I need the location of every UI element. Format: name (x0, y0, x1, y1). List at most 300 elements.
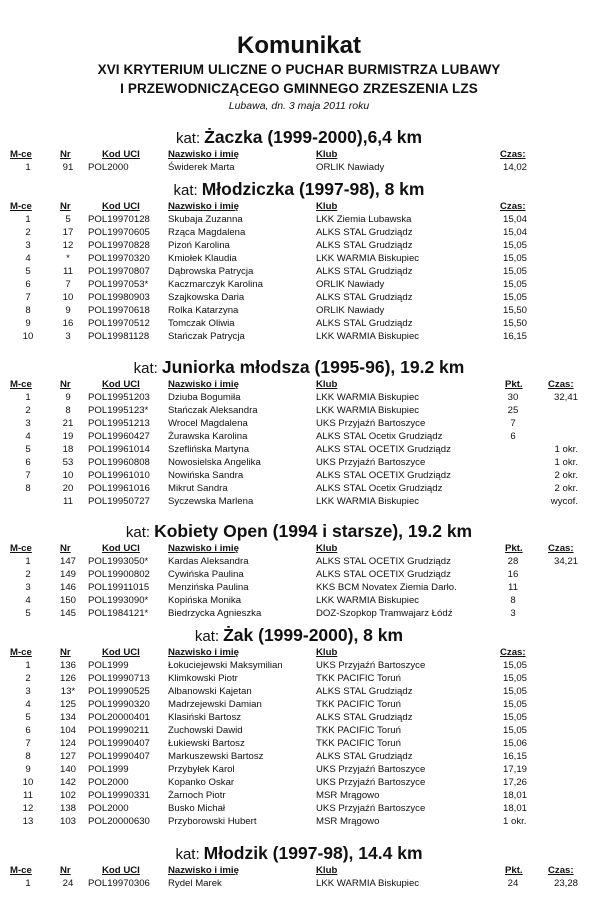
cell-mce: 1 (25, 556, 31, 567)
table-row (0, 430, 598, 443)
cell-nr: * (66, 253, 70, 264)
cell-nr: 10 (62, 292, 74, 303)
cell-uci: POL19990320 (88, 699, 150, 710)
cell-nr: 103 (59, 816, 76, 827)
column-header-nr: Nr (60, 647, 71, 658)
cell-mce: 12 (22, 803, 34, 814)
table-row (0, 672, 598, 685)
cell-name: Syczewska Marlena (168, 496, 254, 507)
cell-nr: 91 (62, 162, 74, 173)
cell-pkt: 30 (507, 392, 519, 403)
category-prefix: kat: (175, 130, 201, 147)
cell-czas: 15,50 (503, 318, 528, 329)
results-section (0, 842, 598, 890)
cell-czas: 15,06 (503, 738, 528, 749)
cell-pkt: 6 (510, 431, 516, 442)
results-section (0, 624, 598, 828)
cell-mce: 1 (25, 162, 31, 173)
cell-name: Kopanko Oskar (168, 777, 235, 788)
cell-nr: 10 (62, 470, 74, 481)
cell-mce: 1 (25, 660, 31, 671)
cell-club: ALKS STAL Grudziądz (316, 686, 413, 697)
table-row (0, 698, 598, 711)
cell-uci: POL1995123* (88, 405, 149, 416)
category-name: Żaczka (1999-2000),6,4 km (204, 127, 423, 147)
table-row (0, 404, 598, 417)
column-header-mce: M-ce (10, 865, 32, 876)
table-row (0, 330, 598, 343)
cell-nr: 16 (62, 318, 74, 329)
cell-name: Skubaja Zuzanna (168, 214, 243, 225)
column-header-name: Nazwisko i imię (168, 149, 239, 160)
cell-name: Dąbrowska Patrycja (168, 266, 254, 277)
cell-club: LKK WARMIA Biskupiec (316, 405, 420, 416)
cell-czas: 1 okr. (554, 444, 578, 455)
cell-nr: 24 (62, 878, 74, 889)
column-header-pkt: Pkt. (505, 379, 523, 390)
cell-nr: 147 (59, 556, 76, 567)
table-row (0, 659, 598, 672)
column-header-name: Nazwisko i imię (168, 543, 239, 554)
results-section (0, 356, 598, 508)
column-header-mce: M-ce (10, 379, 32, 390)
cell-czas: 18,01 (503, 790, 528, 801)
table-row (0, 495, 598, 508)
cell-nr: 104 (59, 725, 76, 736)
cell-name: Szeflińska Martyna (168, 444, 250, 455)
cell-club: TKK PACIFIC Toruń (316, 699, 401, 710)
column-header-uci: Kod UCI (102, 647, 140, 658)
category-name: Młodzik (1997-98), 14.4 km (203, 843, 423, 863)
cell-uci: POL19970320 (88, 253, 150, 264)
column-header-club: Klub (316, 201, 338, 212)
cell-mce: 3 (25, 582, 31, 593)
table-row (0, 776, 598, 789)
column-header-czas: Czas: (500, 201, 526, 212)
cell-name: Żurawska Karolina (168, 431, 248, 442)
cell-nr: 7 (65, 279, 71, 290)
cell-uci: POL19950727 (88, 496, 150, 507)
cell-uci: POL19990713 (88, 673, 150, 684)
cell-mce: 5 (25, 712, 31, 723)
table-row (0, 815, 598, 828)
category-heading (0, 178, 598, 200)
cell-mce: 2 (25, 673, 31, 684)
category-heading (0, 842, 598, 864)
cell-czas: 17,19 (503, 764, 528, 775)
cell-uci: POL2000 (88, 803, 129, 814)
cell-czas: 15,04 (503, 214, 528, 225)
cell-club: LKK WARMIA Biskupiec (316, 331, 420, 342)
cell-czas: 1 okr. (503, 816, 527, 827)
cell-czas: 18,01 (503, 803, 528, 814)
cell-club: ALKS STAL OCETIX Grudziądz (316, 556, 451, 567)
cell-uci: POL19990407 (88, 751, 150, 762)
cell-name: Cywińska Paulina (168, 569, 244, 580)
column-header-name: Nazwisko i imię (168, 865, 239, 876)
cell-name: Kopińska Monika (168, 595, 242, 606)
cell-nr: 8 (65, 405, 71, 416)
cell-name: Madrzejewski Damian (168, 699, 262, 710)
column-header-row (0, 646, 598, 659)
cell-czas: 15,05 (503, 279, 528, 290)
cell-uci: POL19990331 (88, 790, 150, 801)
column-header-pkt: Pkt. (505, 543, 523, 554)
cell-nr: 21 (62, 418, 74, 429)
table-row (0, 443, 598, 456)
cell-club: MSR Mrągowo (316, 790, 380, 801)
cell-mce: 3 (25, 240, 31, 251)
document-title: Komunikat (236, 32, 361, 59)
results-section (0, 520, 598, 620)
table-row (0, 213, 598, 226)
category-heading (0, 624, 598, 646)
cell-nr: 11 (63, 496, 73, 507)
cell-mce: 1 (25, 392, 31, 403)
cell-name: Busko Michał (168, 803, 226, 814)
cell-name: Menzińska Paulina (168, 582, 249, 593)
category-prefix: kat: (194, 628, 220, 645)
cell-mce: 2 (25, 405, 31, 416)
category-heading (0, 126, 598, 148)
cell-nr: 126 (59, 673, 76, 684)
cell-club: LKK WARMIA Biskupiec (316, 392, 420, 403)
cell-czas: 14,02 (503, 162, 528, 173)
cell-czas: 15,05 (503, 240, 528, 251)
cell-uci: POL19981128 (88, 331, 150, 342)
cell-nr: 124 (59, 738, 76, 749)
cell-mce: 5 (25, 444, 31, 455)
cell-nr: 53 (62, 457, 74, 468)
cell-czas: wycof. (550, 496, 578, 507)
cell-czas: 15,05 (503, 725, 528, 736)
cell-pkt: 16 (507, 569, 519, 580)
cell-club: LKK WARMIA Biskupiec (316, 253, 420, 264)
table-row (0, 607, 598, 620)
cell-czas: 34,21 (553, 556, 578, 567)
cell-nr: 134 (59, 712, 76, 723)
cell-name: Wrocel Magdalena (168, 418, 248, 429)
cell-club: ALKS STAL OCETIX Grudziądz (316, 444, 451, 455)
event-title-line2: I PRZEWODNICZĄCEGO GMINNEGO ZRZESZENIA LZS (120, 81, 478, 96)
table-row (0, 711, 598, 724)
column-header-uci: Kod UCI (102, 201, 140, 212)
cell-mce: 1 (25, 878, 31, 889)
table-row (0, 278, 598, 291)
cell-czas: 16,15 (503, 331, 528, 342)
cell-name: Przybyłek Karol (168, 764, 235, 775)
cell-mce: 2 (25, 227, 31, 238)
cell-nr: 17 (62, 227, 74, 238)
column-header-uci: Kod UCI (102, 543, 140, 554)
table-row (0, 568, 598, 581)
category-prefix: kat: (133, 360, 158, 377)
cell-club: ALKS STAL OCETIX Grudziądz (316, 569, 451, 580)
column-header-row (0, 378, 598, 391)
table-row (0, 456, 598, 469)
table-row (0, 239, 598, 252)
cell-czas: 15,05 (503, 292, 528, 303)
column-header-name: Nazwisko i imię (168, 647, 239, 658)
cell-nr: 12 (62, 240, 74, 251)
column-header-czas: Czas: (500, 647, 526, 658)
cell-czas: 32,41 (553, 392, 578, 403)
cell-name: Stańczak Aleksandra (168, 405, 258, 416)
cell-club: LKK WARMIA Biskupiec (316, 595, 420, 606)
cell-pkt: 25 (507, 405, 519, 416)
cell-club: UKS Przyjaźń Bartoszyce (316, 803, 426, 814)
column-header-name: Nazwisko i imię (168, 379, 239, 390)
column-header-row (0, 542, 598, 555)
category-name: Juniorka młodsza (1995-96), 19.2 km (161, 357, 465, 377)
table-row (0, 304, 598, 317)
column-header-nr: Nr (60, 201, 71, 212)
cell-name: Łokuciejewski Maksymilian (168, 660, 283, 671)
cell-uci: POL19970828 (88, 240, 150, 251)
column-header-nr: Nr (60, 543, 71, 554)
table-row (0, 555, 598, 568)
table-row (0, 802, 598, 815)
cell-uci: POL19951203 (88, 392, 150, 403)
column-header-club: Klub (316, 149, 338, 160)
cell-club: ALKS STAL Ocetix Grudziądz (316, 431, 443, 442)
cell-club: LKK Ziemia Lubawska (316, 214, 412, 225)
cell-mce: 4 (25, 431, 31, 442)
table-row (0, 724, 598, 737)
cell-nr: 3 (65, 331, 71, 342)
table-row (0, 763, 598, 776)
cell-club: UKS Przyjaźń Bartoszyce (316, 764, 426, 775)
cell-name: Zuchowski Dawid (168, 725, 243, 736)
table-row (0, 877, 598, 890)
table-row (0, 482, 598, 495)
cell-mce: 3 (25, 686, 31, 697)
cell-uci: POL1999 (88, 764, 129, 775)
cell-club: MSR Mrągowo (316, 816, 380, 827)
cell-uci: POL1999 (88, 660, 129, 671)
table-row (0, 685, 598, 698)
column-header-club: Klub (316, 543, 338, 554)
cell-nr: 146 (59, 582, 76, 593)
cell-uci: POL19960427 (88, 431, 150, 442)
cell-name: Rolka Katarzyna (168, 305, 239, 316)
column-header-uci: Kod UCI (102, 149, 140, 160)
cell-uci: POL19990211 (88, 725, 150, 736)
table-row (0, 469, 598, 482)
cell-name: Łukiewski Bartosz (168, 738, 245, 749)
cell-czas: 15,04 (503, 227, 528, 238)
cell-nr: 149 (59, 569, 76, 580)
cell-czas: 15,50 (503, 305, 528, 316)
column-header-nr: Nr (60, 865, 71, 876)
cell-name: Kardas Aleksandra (168, 556, 249, 567)
cell-mce: 6 (25, 725, 31, 736)
cell-mce: 8 (25, 305, 31, 316)
cell-club: ALKS STAL Grudziądz (316, 712, 413, 723)
cell-czas: 15,05 (503, 673, 528, 684)
cell-club: TKK PACIFIC Toruń (316, 725, 401, 736)
cell-nr: 11 (63, 266, 73, 277)
column-header-nr: Nr (60, 149, 71, 160)
cell-name: Szajkowska Daria (168, 292, 245, 303)
cell-nr: 150 (59, 595, 76, 606)
dateline: Lubawa, dn. 3 maja 2011 roku (228, 100, 370, 112)
column-header-mce: M-ce (10, 647, 32, 658)
cell-uci: POL1997053* (88, 279, 149, 290)
column-header-club: Klub (316, 647, 338, 658)
column-header-club: Klub (316, 379, 338, 390)
cell-mce: 7 (25, 470, 31, 481)
cell-name: Biedrzycka Agnieszka (168, 608, 262, 619)
cell-uci: POL19970306 (88, 878, 150, 889)
cell-mce: 4 (25, 595, 31, 606)
cell-nr: 142 (59, 777, 76, 788)
cell-nr: 102 (59, 790, 76, 801)
results-section (0, 126, 598, 174)
column-header-name: Nazwisko i imię (168, 201, 239, 212)
cell-name: Nowińska Sandra (168, 470, 244, 481)
cell-mce: 10 (22, 777, 34, 788)
table-row (0, 594, 598, 607)
column-header-pkt: Pkt. (505, 865, 523, 876)
table-row (0, 291, 598, 304)
cell-club: ORLIK Nawiady (316, 305, 385, 316)
table-row (0, 317, 598, 330)
cell-club: ALKS STAL Grudziądz (316, 227, 413, 238)
cell-uci: POL19900802 (88, 569, 150, 580)
cell-name: Klimkowski Piotr (168, 673, 238, 684)
cell-name: Dziuba Bogumiła (168, 392, 241, 403)
cell-club: ORLIK Nawiady (316, 162, 385, 173)
cell-club: ALKS STAL Grudziądz (316, 318, 413, 329)
column-header-mce: M-ce (10, 543, 32, 554)
cell-club: TKK PACIFIC Toruń (316, 673, 401, 684)
cell-czas: 15,05 (503, 712, 528, 723)
cell-nr: 140 (59, 764, 76, 775)
category-prefix: kat: (173, 182, 198, 199)
cell-uci: POL19961014 (88, 444, 150, 455)
table-row (0, 737, 598, 750)
cell-club: TKK PACIFIC Toruń (316, 738, 401, 749)
cell-nr: 125 (59, 699, 76, 710)
cell-uci: POL19911015 (88, 582, 150, 593)
cell-czas: 1 okr. (554, 457, 578, 468)
cell-czas: 15,05 (503, 699, 528, 710)
category-prefix: kat: (175, 846, 200, 863)
column-header-czas: Czas: (548, 865, 574, 876)
cell-nr: 138 (59, 803, 76, 814)
cell-club: DOZ-Szopkop Tramwajarz Łódź (316, 608, 453, 619)
cell-nr: 136 (59, 660, 76, 671)
cell-uci: POL1993050* (88, 556, 149, 567)
cell-mce: 5 (25, 608, 31, 619)
table-row (0, 226, 598, 239)
event-title-line1: XVI KRYTERIUM ULICZNE O PUCHAR BURMISTRZA LUBAWY (97, 62, 501, 77)
cell-uci: POL19970512 (88, 318, 150, 329)
cell-club: ALKS STAL Ocetix Grudziądz (316, 483, 443, 494)
cell-uci: POL2000 (88, 777, 129, 788)
column-header-row (0, 864, 598, 877)
cell-pkt: 28 (507, 556, 519, 567)
table-row (0, 789, 598, 802)
cell-uci: POL1993090* (88, 595, 149, 606)
cell-nr: 5 (65, 214, 71, 225)
cell-nr: 19 (62, 431, 74, 442)
cell-mce: 9 (25, 764, 31, 775)
cell-uci: POL19951213 (88, 418, 150, 429)
column-header-row (0, 200, 598, 213)
cell-czas: 23,28 (553, 878, 578, 889)
table-row (0, 750, 598, 763)
cell-mce: 6 (25, 457, 31, 468)
cell-uci: POL20000401 (88, 712, 150, 723)
cell-nr: 20 (62, 483, 74, 494)
cell-name: Kmiołek Klaudia (168, 253, 237, 264)
cell-nr: 18 (62, 444, 74, 455)
cell-mce: 5 (25, 266, 31, 277)
cell-uci: POL19990525 (88, 686, 150, 697)
category-prefix: kat: (125, 524, 151, 541)
cell-name: Stańczak Patrycja (168, 331, 245, 342)
cell-czas: 17,26 (503, 777, 528, 788)
table-row (0, 161, 598, 174)
cell-name: Tomczak Oliwia (168, 318, 235, 329)
column-header-mce: M-ce (10, 201, 32, 212)
cell-czas: 2 okr. (554, 483, 578, 494)
column-header-row (0, 148, 598, 161)
cell-uci: POL19960808 (88, 457, 150, 468)
cell-mce: 2 (25, 569, 31, 580)
category-heading (0, 356, 598, 378)
cell-mce: 6 (25, 279, 31, 290)
cell-mce: 10 (22, 331, 34, 342)
category-name: Kobiety Open (1994 i starsze), 19.2 km (154, 521, 473, 541)
cell-club: KKS BCM Novatex Ziemia Darło. (316, 582, 457, 593)
cell-czas: 15,05 (503, 266, 528, 277)
cell-club: ALKS STAL Grudziądz (316, 292, 413, 303)
cell-pkt: 3 (510, 608, 516, 619)
cell-name: Przyborowski Hubert (168, 816, 257, 827)
cell-name: Rydel Marek (168, 878, 222, 889)
column-header-uci: Kod UCI (102, 379, 140, 390)
table-row (0, 252, 598, 265)
cell-uci: POL19970618 (88, 305, 150, 316)
cell-mce: 7 (25, 738, 31, 749)
table-row (0, 581, 598, 594)
cell-club: UKS Przyjaźń Bartoszyce (316, 418, 426, 429)
cell-czas: 15,05 (503, 660, 528, 671)
cell-name: Kaczmarczyk Karolina (168, 279, 263, 290)
cell-club: ALKS STAL Grudziądz (316, 751, 413, 762)
cell-name: Markuszewski Bartosz (168, 751, 264, 762)
column-header-club: Klub (316, 865, 338, 876)
column-header-czas: Czas: (548, 543, 574, 554)
category-name: Żak (1999-2000), 8 km (223, 625, 404, 645)
cell-uci: POL20000630 (88, 816, 150, 827)
cell-uci: POL19980903 (88, 292, 150, 303)
cell-uci: POL19961016 (88, 483, 150, 494)
cell-uci: POL19970128 (88, 214, 150, 225)
cell-mce: 9 (25, 318, 31, 329)
cell-czas: 2 okr. (554, 470, 578, 481)
cell-name: Rząca Magdalena (168, 227, 246, 238)
cell-name: Nowosielska Angelika (168, 457, 261, 468)
cell-mce: 3 (25, 418, 31, 429)
cell-mce: 13 (22, 816, 34, 827)
cell-uci: POL19970807 (88, 266, 150, 277)
column-header-mce: M-ce (10, 149, 32, 160)
cell-pkt: 11 (508, 582, 518, 593)
